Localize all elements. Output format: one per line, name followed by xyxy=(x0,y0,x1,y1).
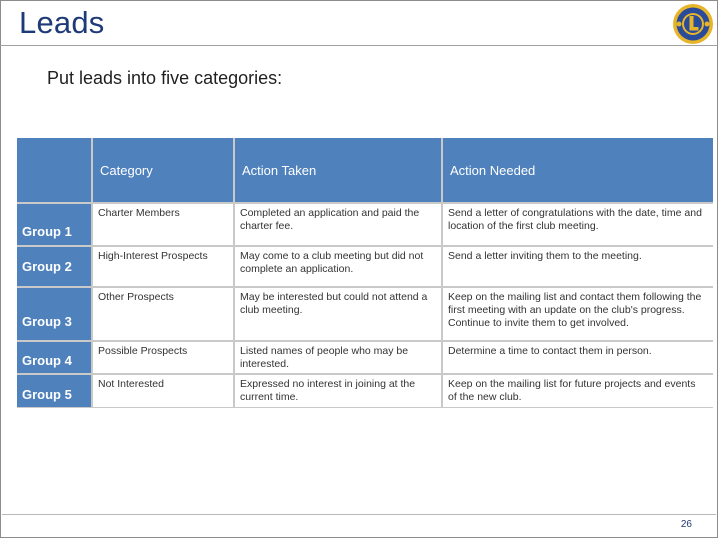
slide-title: Leads xyxy=(19,5,105,40)
category-cell: Not Interested xyxy=(93,375,233,407)
action-taken-cell: May be interested but could not attend a club meeting. xyxy=(235,288,441,340)
group-label: Group 2 xyxy=(17,247,91,286)
action-taken-cell: Listed names of people who may be interested. xyxy=(235,342,441,373)
category-cell: High-Interest Prospects xyxy=(93,247,233,286)
category-cell: Possible Prospects xyxy=(93,342,233,373)
header-group-blank xyxy=(17,138,91,202)
action-taken-cell: Expressed no interest in joining at the current time. xyxy=(235,375,441,407)
action-taken-cell: Completed an application and paid the charter fee. xyxy=(235,204,441,245)
action-needed-cell: Keep on the mailing list and contact them following the first meeting with an update on the club's progress. Continue to invite them to get involved. xyxy=(443,288,713,340)
group-label: Group 3 xyxy=(17,288,91,340)
header-category: Category xyxy=(93,138,233,202)
group-label: Group 4 xyxy=(17,342,91,373)
action-taken-cell: May come to a club meeting but did not complete an application. xyxy=(235,247,441,286)
action-needed-cell: Send a letter of congratulations with the date, time and location of the first club meeting. xyxy=(443,204,713,245)
category-cell: Charter Members xyxy=(93,204,233,245)
title-divider xyxy=(0,45,718,46)
group-label: Group 1 xyxy=(17,204,91,245)
leads-table xyxy=(17,138,713,408)
action-needed-cell: Determine a time to contact them in person. xyxy=(443,342,713,373)
footer-divider xyxy=(2,514,716,515)
category-cell: Other Prospects xyxy=(93,288,233,340)
header-action-needed: Action Needed xyxy=(443,138,713,202)
action-needed-cell: Keep on the mailing list for future projects and events of the new club. xyxy=(443,375,713,407)
lions-club-logo-icon xyxy=(672,3,714,45)
action-needed-cell: Send a letter inviting them to the meeting. xyxy=(443,247,713,286)
page-number: 26 xyxy=(680,519,692,530)
header-action-taken: Action Taken xyxy=(235,138,441,202)
slide-subtitle: Put leads into five categories: xyxy=(47,68,283,88)
group-label: Group 5 xyxy=(17,375,91,407)
